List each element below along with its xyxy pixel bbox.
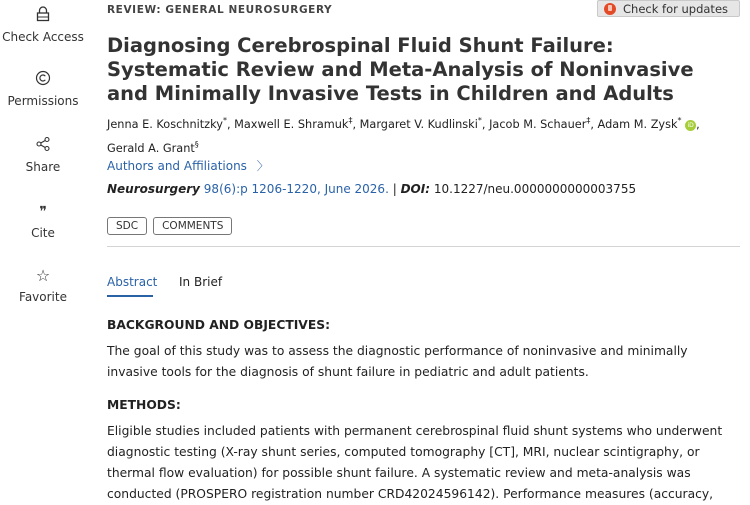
background-line: invasive tools for the diagnosis of shunt failure in pediatric and adult patients. — [107, 365, 589, 379]
methods-line: conducted (PROSPERO registration number CRD42024596142). Performance measures (accuracy, — [107, 487, 714, 501]
authors-affiliations-link[interactable] — [107, 157, 269, 174]
check-access-label: Check Access — [2, 30, 84, 44]
tab-in-brief[interactable]: In Brief — [179, 275, 223, 289]
author-mark: § — [194, 139, 199, 149]
volume-link[interactable]: 98(6):p 1206-1220, June 2026. — [203, 182, 389, 196]
doi-value: 10.1227/neu.0000000000003755 — [433, 182, 637, 196]
citation-separator: | — [392, 182, 397, 196]
chevron-right-icon: 〉 — [256, 159, 269, 173]
methods-heading: METHODS: — [107, 398, 181, 412]
lock-icon — [0, 6, 86, 26]
author-mark: * — [222, 116, 227, 125]
doi-label: DOI: — [400, 182, 431, 196]
divider — [107, 246, 740, 247]
check-access-button[interactable] — [0, 6, 86, 44]
permissions-button[interactable] — [0, 70, 86, 108]
methods-line: thermal flow evaluation) for possible shunt failure. A systematic review and meta-analysis was — [107, 466, 691, 480]
orcid-icon[interactable]: iD — [685, 120, 696, 131]
author-mark: ‡ — [348, 116, 353, 125]
author-mark: * — [677, 116, 682, 125]
share-icon — [0, 136, 86, 156]
author-mark: ‡ — [586, 116, 591, 125]
crossmark-icon — [604, 3, 616, 15]
check-for-updates-label: Check for updates — [623, 1, 729, 16]
share-label: Share — [25, 160, 61, 174]
article-title: Diagnosing Cerebrospinal Fluid Shunt Failure: Systematic Review and Meta-Analysis of Noninvasive and Minimally Invasive Tests in Children and Adults — [107, 34, 694, 105]
tab-abstract[interactable]: Abstract — [107, 275, 158, 289]
quote-icon: ❞ — [39, 204, 47, 220]
methods-line: Eligible studies included patients with permanent cerebrospinal fluid shunt systems who underwent — [107, 424, 723, 438]
check-for-updates-button[interactable] — [597, 0, 740, 17]
article-category: REVIEW: GENERAL NEUROSURGERY — [107, 4, 333, 16]
author-mark: * — [477, 116, 482, 125]
methods-line: diagnostic testing (X-ray shunt series, computed tomography [CT], MRI, nuclear scintigraphy, or — [107, 445, 700, 459]
author-list: Jenna E. Koschnitzky*, Maxwell E. Shramuk‡, Margaret V. Kudlinski*, Jacob M. Schauer‡, Adam M. Zysk* iD , Gerald A. Grant§ — [107, 116, 700, 155]
journal-name: Neurosurgery — [107, 182, 200, 196]
authors-affiliations-label: Authors and Affiliations — [107, 159, 247, 173]
comments-button[interactable]: COMMENTS — [153, 217, 232, 235]
article-buttons — [107, 217, 232, 235]
background-line: The goal of this study was to assess the diagnostic performance of noninvasive and minimally — [107, 344, 688, 358]
copyright-icon — [0, 70, 86, 90]
author-name[interactable]: Gerald A. Grant — [107, 141, 195, 155]
background-heading: BACKGROUND AND OBJECTIVES: — [107, 318, 331, 332]
sdc-button[interactable]: SDC — [107, 217, 147, 235]
citation-line — [107, 182, 636, 196]
author-name[interactable]: Margaret V. Kudlinski — [359, 117, 478, 131]
star-icon: ☆ — [35, 266, 51, 285]
share-button[interactable] — [0, 136, 86, 174]
cite-label: Cite — [31, 226, 55, 240]
permissions-label: Permissions — [7, 94, 79, 108]
author-name[interactable]: Jacob M. Schauer — [489, 117, 587, 131]
active-tab-underline — [107, 295, 153, 297]
favorite-button[interactable] — [0, 266, 86, 304]
author-name[interactable]: Jenna E. Koschnitzky — [107, 117, 223, 131]
favorite-label: Favorite — [19, 290, 67, 304]
cite-button[interactable] — [0, 202, 86, 240]
author-name[interactable]: Adam M. Zysk — [597, 117, 678, 131]
author-name[interactable]: Maxwell E. Shramuk — [234, 117, 349, 131]
